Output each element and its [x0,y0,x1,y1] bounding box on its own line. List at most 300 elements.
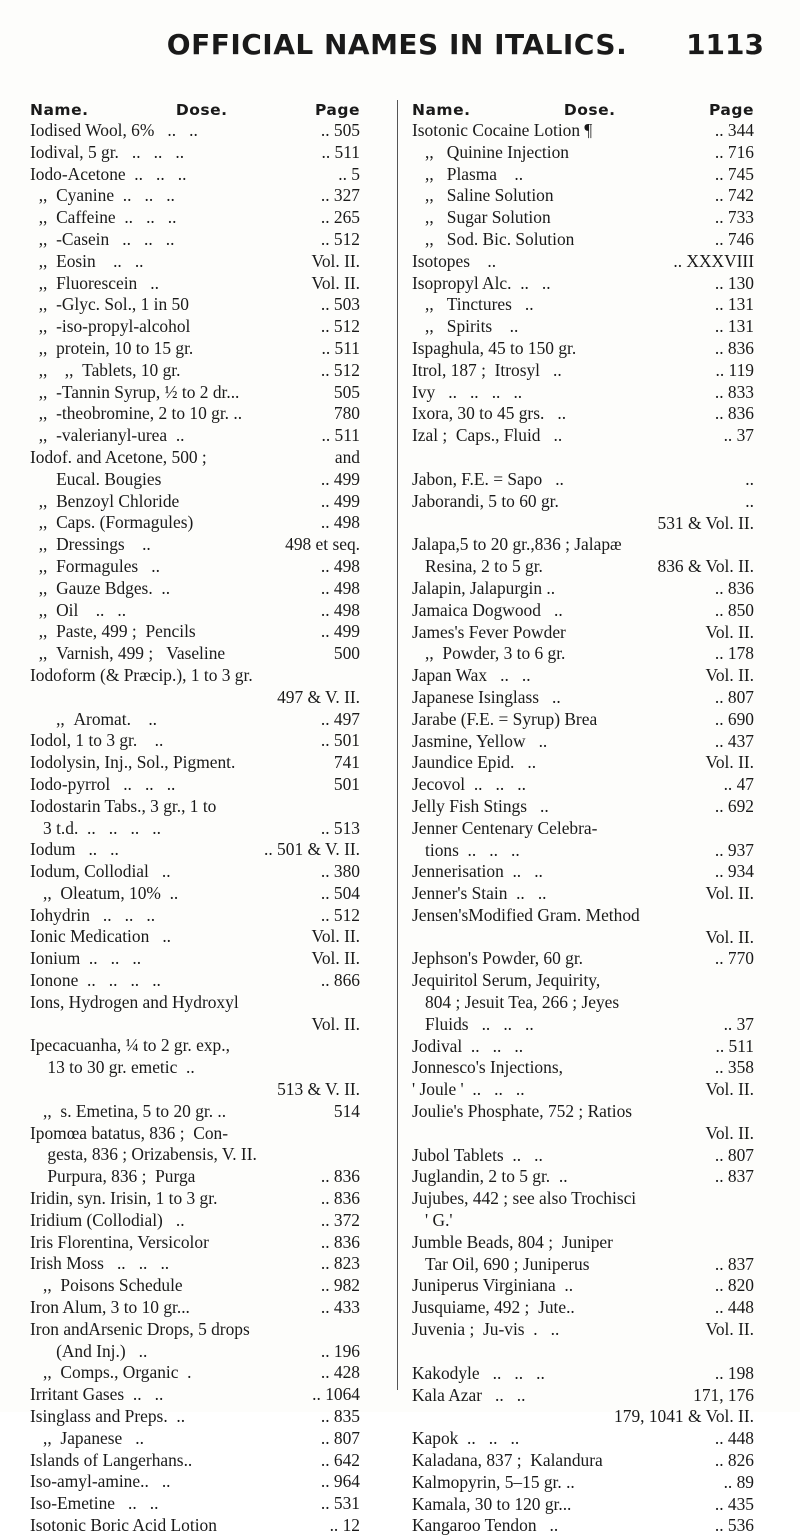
entry-term: Irish Moss .. .. .. [30,1253,170,1274]
index-entry [412,992,754,1014]
entry-page-ref: Vol. II. [311,272,360,293]
index-entry [30,687,360,709]
entry-page-ref: .. 512 [320,228,360,249]
index-entry [30,1362,360,1384]
index-entry [412,1275,754,1297]
index-entry [412,927,754,949]
entry-page-ref: and [334,446,360,467]
entry-page-ref: .. 131 [714,316,754,337]
index-entry [412,360,754,382]
entry-term: ' G.' [412,1210,453,1231]
entry-page-ref: .. 198 [714,1362,754,1383]
entry-page-ref: .. 178 [714,643,754,664]
index-entry [30,1232,360,1254]
entry-term: Jubol Tablets .. .. [412,1144,543,1165]
index-entry [412,1014,754,1036]
entry-term: Tar Oil, 690 ; Juniperus [412,1253,590,1274]
entry-page-ref: Vol. II. [705,752,754,773]
entry-page-ref: .. 866 [320,970,360,991]
index-entry [30,839,360,861]
index-entry [30,229,360,251]
index-entry [412,1428,754,1450]
entry-page-ref: 531 & Vol. II. [657,512,754,533]
entry-page-ref: .. 836 [320,1166,360,1187]
entry-term: Iron Alum, 3 to 10 gr... [30,1297,190,1318]
entry-term: Iris Florentina, Versicolor [30,1231,209,1252]
entry-page-ref: .. 503 [320,294,360,315]
entry-page-ref: .. 498 [320,599,360,620]
entry-term: Jonnesco's Injections, [412,1057,563,1078]
right-column [412,100,754,1537]
entry-page-ref: .. 836 [714,577,754,598]
index-entry [30,251,360,273]
index-entry [30,861,360,883]
entry-page-ref: Vol. II. [705,926,754,947]
entry-term: ,, Paste, 499 ; Pencils [30,621,196,642]
entry-term: Ipomœa batatus, 836 ; Con- [30,1122,229,1143]
entry-term: ,, Fluorescein .. [30,272,159,293]
entry-term: ,, -iso-propyl-alcohol [30,316,191,337]
entry-page-ref: .. 498 [320,512,360,533]
entry-term: Iodum, Collodial .. [30,861,171,882]
index-entry [30,578,360,600]
entry-term: Iodolysin, Inj., Sol., Pigment. [30,752,236,773]
index-entry [30,1079,360,1101]
index-entry [30,600,360,622]
index-entry [412,1166,754,1188]
entry-page-ref: .. 130 [714,272,754,293]
entry-term: ,, -theobromine, 2 to 10 gr. .. [30,403,243,424]
entry-page-ref: .. 536 [714,1515,754,1536]
entry-page-ref: .. 745 [714,163,754,184]
index-entry [30,970,360,992]
index-entry [30,796,360,818]
right-entries [412,120,754,1537]
entry-page-ref: .. 511 [321,425,360,446]
page-heading: Page [314,101,360,119]
index-entry [412,1515,754,1537]
entry-page-ref: .. 358 [714,1057,754,1078]
entry-page-ref: .. 119 [715,359,754,380]
index-entry [30,1515,360,1537]
entry-page-ref: 741 [333,752,360,773]
index-entry [30,1188,360,1210]
entry-page-ref: .. 37 [723,1013,754,1034]
entry-term: Jephson's Powder, 60 gr. [412,948,584,969]
entry-term: ' Joule ' .. .. .. [412,1079,525,1100]
entry-page-ref: .. 504 [320,882,360,903]
index-entry [412,1385,754,1407]
entry-page-ref: Vol. II. [705,1122,754,1143]
index-entry [412,294,754,316]
entry-page-ref: Vol. II. [311,948,360,969]
index-entry [30,1275,360,1297]
left-column [30,100,360,1537]
index-entry [30,512,360,534]
index-entry [412,948,754,970]
entry-page-ref: .. [745,468,754,489]
entry-term: Iron andArsenic Drops, 5 drops [30,1318,250,1339]
entry-term: ,, Caps. (Formagules) [30,512,194,533]
index-entry [412,207,754,229]
entry-term: ,, Oleatum, 10% .. [30,882,179,903]
entry-term: Ivy .. .. .. .. [412,381,523,402]
entry-term: ,, s. Emetina, 5 to 20 gr. .. [30,1100,227,1121]
entry-page-ref: .. 642 [320,1449,360,1470]
index-entry [412,731,754,753]
index-entry [30,1297,360,1319]
index-entry [412,534,754,556]
index-entry [30,1123,360,1145]
entry-page-ref: .. 850 [714,599,754,620]
entry-page-ref: .. 12 [329,1515,360,1535]
index-entry [30,447,360,469]
entry-page-ref: Vol. II. [311,1013,360,1034]
index-entry [30,338,360,360]
entry-term: Kalmopyrin, 5–15 gr. .. [412,1471,575,1492]
index-entry [412,491,754,513]
index-entry [30,752,360,774]
index-entry [30,382,360,404]
entry-term: Juniperus Virginiana .. [412,1275,574,1296]
index-entry [412,643,754,665]
name-heading: Name. [30,101,89,119]
index-entry [412,1363,754,1385]
index-entry [30,1384,360,1406]
index-entry [412,513,754,535]
index-entry [412,665,754,687]
entry-page-ref: Vol. II. [705,665,754,686]
entry-term: Isotonic Cocaine Lotion ¶ [412,120,593,140]
name-heading: Name. [412,101,471,119]
index-entry [30,818,360,840]
entry-page-ref: .. 344 [714,120,754,140]
index-entry [412,578,754,600]
entry-term: Juglandin, 2 to 5 gr. .. [412,1166,568,1187]
index-entry [412,338,754,360]
entry-term: Ionium .. .. .. [30,948,142,969]
entry-page-ref: .. 511 [321,141,360,162]
index-entry [30,730,360,752]
entry-page-ref: .. 131 [714,294,754,315]
entry-page-ref: .. 437 [714,730,754,751]
index-entry [412,1188,754,1210]
entry-term: ,, ,, Tablets, 10 gr. [30,359,181,380]
index-entry [30,207,360,229]
entry-term: Iridin, syn. Irisin, 1 to 3 gr. [30,1188,218,1209]
entry-term: Jennerisation .. .. [412,861,543,882]
entry-page-ref: .. 982 [320,1275,360,1296]
entry-term: Ionic Medication .. [30,926,172,947]
entry-term: Resina, 2 to 5 gr. [412,556,543,577]
index-entry [30,948,360,970]
entry-term: ,, Caffeine .. .. .. [30,207,177,228]
entry-page-ref: 513 & V. II. [277,1079,360,1100]
index-entry [30,469,360,491]
index-entry [412,1297,754,1319]
entry-page-ref: .. 511 [321,337,360,358]
entry-term: ,, Japanese .. [30,1427,144,1448]
entry-term: Jaundice Epid. .. [412,752,537,773]
index-entry [30,926,360,948]
index-entry [412,796,754,818]
entry-page-ref: .. 716 [714,141,754,162]
entry-term: Jenner Centenary Celebra- [412,817,598,838]
entry-term: ,, Powder, 3 to 6 gr. [412,643,566,664]
entry-page-ref: .. 380 [320,861,360,882]
entry-term: Jecovol .. .. .. [412,774,526,795]
entry-term: Iodoform (& Præcip.), 1 to 3 gr. [30,664,253,685]
entry-page-ref: 780 [333,403,360,424]
entry-page-ref: .. 448 [714,1297,754,1318]
entry-page-ref: 514 [333,1100,360,1121]
page-heading: Page [708,101,754,119]
index-entry [412,1450,754,1472]
index-entry [30,665,360,687]
entry-term: ,, Plasma .. [412,163,524,184]
entry-term: Jequiritol Serum, Jequirity, [412,970,601,991]
entry-term: ,, -Glyc. Sol., 1 in 50 [30,294,189,315]
index-entry [412,818,754,840]
index-entry [412,382,754,404]
entry-page-ref: .. 265 [320,207,360,228]
entry-term: tions .. .. .. [412,839,520,860]
entry-page-ref: 498 et seq. [285,534,360,555]
entry-page-ref: Vol. II. [705,1319,754,1340]
index-entry [30,1493,360,1515]
entry-term: ,, Gauze Bdges. .. [30,577,171,598]
entry-term: Jalapin, Jalapurgin .. [412,577,556,598]
index-entry [30,883,360,905]
index-entry [30,120,360,142]
entry-term: Izal ; Caps., Fluid .. [412,425,563,446]
entry-page-ref: .. 531 [320,1493,360,1514]
index-entry [30,905,360,927]
entry-term: Isotopes .. [412,250,497,271]
entry-term: Eucal. Bougies [30,468,162,489]
index-entry [30,360,360,382]
index-entry [412,229,754,251]
entry-page-ref: .. 770 [714,948,754,969]
entry-page-ref: .. 498 [320,555,360,576]
entry-page-ref: .. 372 [320,1209,360,1230]
entry-term: Jodival .. .. .. [412,1035,524,1056]
entry-term: ,, Tinctures .. [412,294,534,315]
index-entry [412,1036,754,1058]
entry-term: Joulie's Phosphate, 752 ; Ratios [412,1101,633,1122]
entry-page-ref: Vol. II. [311,250,360,271]
entry-term: Iso-Emetine .. .. [30,1493,159,1514]
entry-term: Kaladana, 837 ; Kalandura [412,1450,603,1471]
entry-page-ref: .. 499 [320,468,360,489]
entry-term: ,, Spirits .. [412,316,519,337]
index-entry [30,1057,360,1079]
entry-page-ref: .. 497 [320,708,360,729]
entry-page-ref: 171, 176 [693,1384,754,1405]
index-entry [30,1341,360,1363]
index-entry [412,687,754,709]
entry-term: ,, Aromat. .. [30,708,158,729]
entry-page-ref: .. 836 [714,403,754,424]
index-entry [30,992,360,1014]
column-divider [397,100,398,1390]
entry-page-ref: .. 37 [723,425,754,446]
index-entry [30,709,360,731]
entry-term: Purpura, 836 ; Purga [30,1166,196,1187]
entry-term: 3 t.d. .. .. .. .. [30,817,161,838]
running-title: OFFICIAL NAMES IN ITALICS. [166,28,628,61]
entry-term: Jenner's Stain .. .. [412,883,547,904]
entry-term: Ipecacuanha, ¼ to 2 gr. exp., [30,1035,230,1056]
entry-page-ref: .. 499 [320,621,360,642]
index-entry [30,316,360,338]
entry-term: ,, Formagules .. [30,555,160,576]
entry-page-ref: .. 512 [320,316,360,337]
index-entry [30,142,360,164]
entry-page-ref: .. 47 [723,774,754,795]
entry-term: Kala Azar .. .. [412,1384,526,1405]
entry-term: Japanese Isinglass .. [412,686,561,707]
index-entry [30,774,360,796]
entry-term: ,, -Tannin Syrup, ½ to 2 dr... [30,381,240,402]
entry-page-ref: .. 837 [714,1253,754,1274]
index-entry [412,251,754,273]
entry-term: Iodised Wool, 6% .. .. [30,120,198,140]
index-entry [412,774,754,796]
entry-page-ref: .. 435 [714,1493,754,1514]
entry-page-ref: .. 513 [320,817,360,838]
entry-page-ref: 836 & Vol. II. [657,556,754,577]
entry-term: 13 to 30 gr. emetic .. [30,1057,195,1078]
entry-page-ref: .. XXXVIII [673,250,754,271]
entry-term: Ispaghula, 45 to 150 gr. [412,337,577,358]
entry-term: Jarabe (F.E. = Syrup) Brea [412,708,598,729]
entry-term: Jumble Beads, 804 ; Juniper [412,1231,613,1252]
index-entry [30,164,360,186]
entry-page-ref: .. [745,490,754,511]
right-column-header [412,100,754,120]
index-entry [30,1319,360,1341]
index-entry [412,120,754,142]
entry-term: Itrol, 187 ; Itrosyl .. [412,359,562,380]
entry-page-ref: .. 499 [320,490,360,511]
entry-term: Ionone .. .. .. .. [30,970,161,991]
entry-page-ref: Vol. II. [705,621,754,642]
index-entry [30,621,360,643]
entry-term: Ions, Hydrogen and Hydroxyl [30,991,239,1012]
entry-page-ref: .. 836 [320,1188,360,1209]
entry-page-ref: .. 512 [320,359,360,380]
entry-term: ,, Comps., Organic . [30,1362,192,1383]
entry-page-ref: .. 807 [714,1144,754,1165]
index-entry [30,534,360,556]
index-entry [412,600,754,622]
entry-term: Islands of Langerhans.. [30,1449,193,1470]
entry-page-ref: .. 934 [714,861,754,882]
entry-page-ref: .. 498 [320,577,360,598]
entry-page-ref: .. 505 [320,120,360,140]
index-entry [412,709,754,731]
index-entry [30,1428,360,1450]
entry-term: ,, protein, 10 to 15 gr. [30,337,194,358]
entry-term: Jabon, F.E. = Sapo .. [412,468,564,489]
entry-term: ,, Varnish, 499 ; Vaseline [30,643,226,664]
entry-term: ,, Sugar Solution [412,207,551,228]
index-entry [412,840,754,862]
entry-term: Isopropyl Alc. .. .. [412,272,551,293]
index-entry [412,970,754,992]
entry-page-ref: .. 692 [714,795,754,816]
index-entry [412,425,754,447]
entry-page-ref: .. 742 [714,185,754,206]
entry-page-ref: .. 511 [715,1035,754,1056]
entry-page-ref: .. 89 [723,1471,754,1492]
index-entry [412,883,754,905]
page-number: 1113 [686,28,764,61]
entry-term: ,, Eosin .. .. [30,250,144,271]
entry-term: ,, Dressings .. [30,534,151,555]
entry-page-ref: .. 733 [714,207,754,228]
entry-term: Iodo-pyrrol .. .. .. [30,773,176,794]
index-entry [30,1035,360,1057]
entry-term: ,, Sod. Bic. Solution [412,228,575,249]
entry-page-ref: .. 836 [714,337,754,358]
index-entry [30,1101,360,1123]
entry-term: Iso-amyl-amine.. .. [30,1471,171,1492]
index-entry [30,1014,360,1036]
entry-term: ,, Quinine Injection [412,141,569,162]
entry-term: Jujubes, 442 ; see also Trochisci [412,1188,637,1209]
entry-page-ref: .. 836 [320,1231,360,1252]
entry-term: Jensen'sModified Gram. Method [412,904,640,925]
index-entry [412,469,754,491]
entry-page-ref: .. 823 [320,1253,360,1274]
entry-page-ref: 497 & V. II. [277,686,360,707]
entry-term: Jelly Fish Stings .. [412,795,549,816]
entry-page-ref: .. 512 [320,904,360,925]
entry-term: ,, Saline Solution [412,185,554,206]
index-entry [30,425,360,447]
index-entry [412,273,754,295]
index-entry [412,403,754,425]
entry-term: Isinglass and Preps. .. [30,1406,186,1427]
index-entry [412,1406,754,1428]
entry-page-ref: .. 807 [320,1427,360,1448]
index-entry [30,1144,360,1166]
entry-page-ref: .. 327 [320,185,360,206]
entry-term: ,, Cyanine .. .. .. [30,185,175,206]
entry-page-ref: .. 196 [320,1340,360,1361]
entry-page-ref: .. 433 [320,1297,360,1318]
entry-page-ref: .. 501 [320,730,360,751]
index-entry [30,1166,360,1188]
index-entry [30,403,360,425]
index-entry [412,1319,754,1341]
index-entry [412,1494,754,1516]
index-entry [30,1210,360,1232]
index-entry [412,316,754,338]
entry-page-ref: Vol. II. [705,883,754,904]
entry-term: Iodof. and Acetone, 500 ; [30,446,207,467]
index-entry [30,1406,360,1428]
entry-page-ref: .. 428 [320,1362,360,1383]
entry-term: Iodival, 5 gr. .. .. .. [30,141,185,162]
entry-term: ,, -Casein .. .. .. [30,228,175,249]
index-entry [412,1123,754,1145]
entry-page-ref: 500 [333,643,360,664]
index-entry [30,1471,360,1493]
entry-term: Jamaica Dogwood .. [412,599,563,620]
